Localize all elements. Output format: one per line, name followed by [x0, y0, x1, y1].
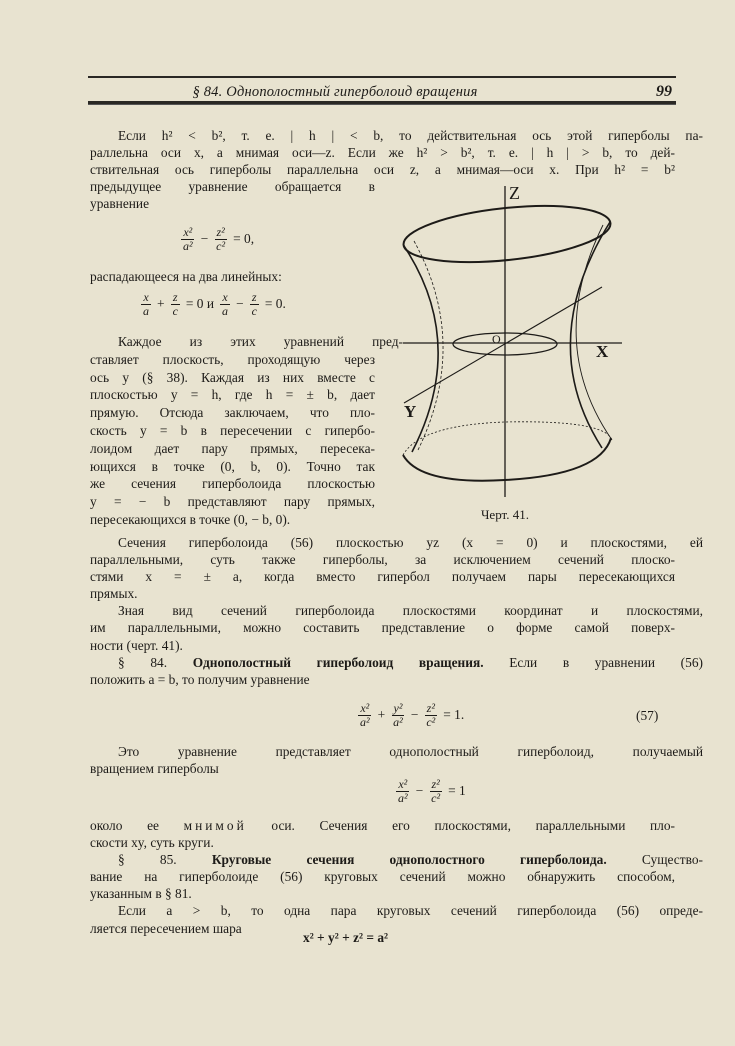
left-profile	[404, 246, 438, 452]
text-line: Сечения гиперболоида (56) плоскостью yz (x = 0) и плоскостями, ей	[118, 535, 703, 550]
denominator: c²	[216, 238, 226, 253]
text-line: положить a = b, то получим уравнение	[90, 671, 310, 687]
denominator: a²	[183, 238, 193, 253]
text-line: y = − b представляют пару прямых,	[90, 494, 375, 510]
numerator: z	[172, 290, 178, 304]
formula-operator: x² + y² + z² = a²	[303, 930, 389, 945]
numerator: x²	[183, 225, 193, 239]
text-span: Существо-	[606, 852, 703, 868]
text-span: § 84.	[118, 654, 193, 670]
formula-operator: −	[410, 707, 419, 723]
formula-operator: +	[377, 707, 386, 723]
denominator: a²	[360, 714, 370, 729]
denominator: c²	[431, 790, 441, 805]
text-line: Каждое из этих уравнений пред-	[118, 334, 403, 349]
text-line: скости xy, суть круги.	[90, 835, 214, 851]
text-line: ось y (§ 38). Каждая из них вместе с	[90, 369, 375, 385]
numerator: z	[251, 290, 257, 304]
formula-operator: −	[236, 296, 244, 312]
running-title: § 84. Однополостный гиперболоид вращения	[192, 84, 478, 100]
text-line: ющихся в точке (0, b, 0). Точно так	[90, 458, 375, 474]
text-line: лоидом дает пару прямых, пересека-	[90, 440, 375, 456]
page-number: 99	[656, 83, 672, 100]
text-line: раллельна оси x, а мнимая оси—z. Если же h² > b², т. е. | h | > b, то дей-	[90, 145, 675, 161]
numerator: x	[143, 290, 149, 304]
denominator: a	[143, 303, 149, 318]
text-span: мнимой	[183, 818, 247, 833]
text-span: Если в уравнении (56)	[483, 654, 703, 670]
y-axis	[404, 287, 602, 403]
formula-operator: −	[415, 783, 424, 799]
text-line: вращением гиперболы	[90, 760, 219, 776]
text-span: § 85.	[118, 852, 212, 868]
text-line: плоскостью y = h, где h = ± b, дает	[90, 387, 375, 403]
equation-number: (57)	[636, 708, 659, 723]
numerator: x²	[360, 701, 370, 715]
text-line: им параллельными, можно составить представление о форме самой поверх-	[90, 620, 675, 636]
label-z: Z	[509, 183, 520, 203]
denominator: a	[222, 303, 228, 318]
text-span: оси. Сечения его плоскостями, параллельными пло-	[246, 818, 676, 833]
formula-operator: = 1	[448, 783, 466, 799]
formula-operator: = 0,	[233, 231, 255, 247]
label-x: X	[596, 342, 609, 361]
text-line: Это уравнение представляет однополостный гиперболоид, получаемый	[118, 744, 703, 759]
bottom-ellipse-back	[403, 422, 611, 455]
text-line: скость y = b в пересечении с гипербо-	[90, 422, 375, 438]
top-ellipse	[401, 197, 613, 270]
figure-caption: Черт. 41.	[480, 507, 529, 522]
numerator: z²	[431, 777, 440, 791]
numerator: x²	[398, 777, 408, 791]
text-line: пересекающихся в точке (0, − b, 0).	[90, 511, 291, 527]
formula-operator: −	[200, 231, 209, 247]
numerator: x	[222, 290, 228, 304]
numerator: y²	[393, 701, 403, 715]
label-origin: O	[492, 332, 501, 346]
bottom-ellipse-front	[403, 438, 611, 481]
text-line: уравнение	[90, 196, 150, 212]
text-line: Если h² < b², т. е. | h | < b, то действительная ось этой гиперболы па-	[118, 128, 703, 143]
text-line: ставляет плоскость, проходящую через	[90, 351, 375, 367]
section-heading: Однополостный гиперболоид вращения.	[192, 654, 484, 670]
text-line: ляется пересечением шара	[90, 920, 242, 936]
text-line: предыдущее уравнение обращается в	[90, 179, 375, 195]
denominator: c	[172, 303, 178, 318]
text-line: прямых.	[90, 586, 138, 602]
text-span: около ее	[90, 818, 184, 833]
numerator: z²	[216, 225, 225, 239]
denominator: a²	[398, 790, 408, 805]
text-line: ности (черт. 41).	[90, 637, 183, 653]
section-heading: Круговые сечения однополостного гиперболоида.	[211, 852, 607, 868]
formula-operator: = 1.	[443, 707, 465, 723]
text-line: указанным в § 81.	[90, 886, 192, 902]
denominator: c	[251, 303, 257, 318]
text-line: прямую. Отсюда заключаем, что пло-	[90, 405, 375, 421]
text-line: вание на гиперболоиде (56) круговых сечений можно обнаружить способом,	[90, 869, 675, 885]
text-line: ствительная ось гиперболы параллельна оси z, а мнимая—оси x. При h² = b²	[90, 162, 675, 178]
text-line: распадающееся на два линейных:	[90, 269, 282, 284]
text-line: Зная вид сечений гиперболоида плоскостями координат и плоскостями,	[118, 603, 703, 619]
text-line: стями x = ± a, когда вместо гипербол получаем пары пересекающихся	[90, 569, 675, 585]
formula-operator: = 0 и	[185, 296, 214, 312]
label-y: Y	[404, 402, 417, 421]
denominator: c²	[426, 714, 436, 729]
formula-operator: +	[157, 296, 165, 312]
formula-operator: = 0.	[264, 296, 286, 312]
text-line: Если a > b, то одна пара круговых сечений гиперболоида (56) опреде-	[118, 903, 703, 919]
denominator: a²	[393, 714, 403, 729]
text-line: же сечения гиперболоида плоскостью	[90, 476, 375, 492]
numerator: z²	[426, 701, 435, 715]
text-line: параллельными, суть также гиперболы, за исключением сечений плоско-	[90, 552, 675, 568]
